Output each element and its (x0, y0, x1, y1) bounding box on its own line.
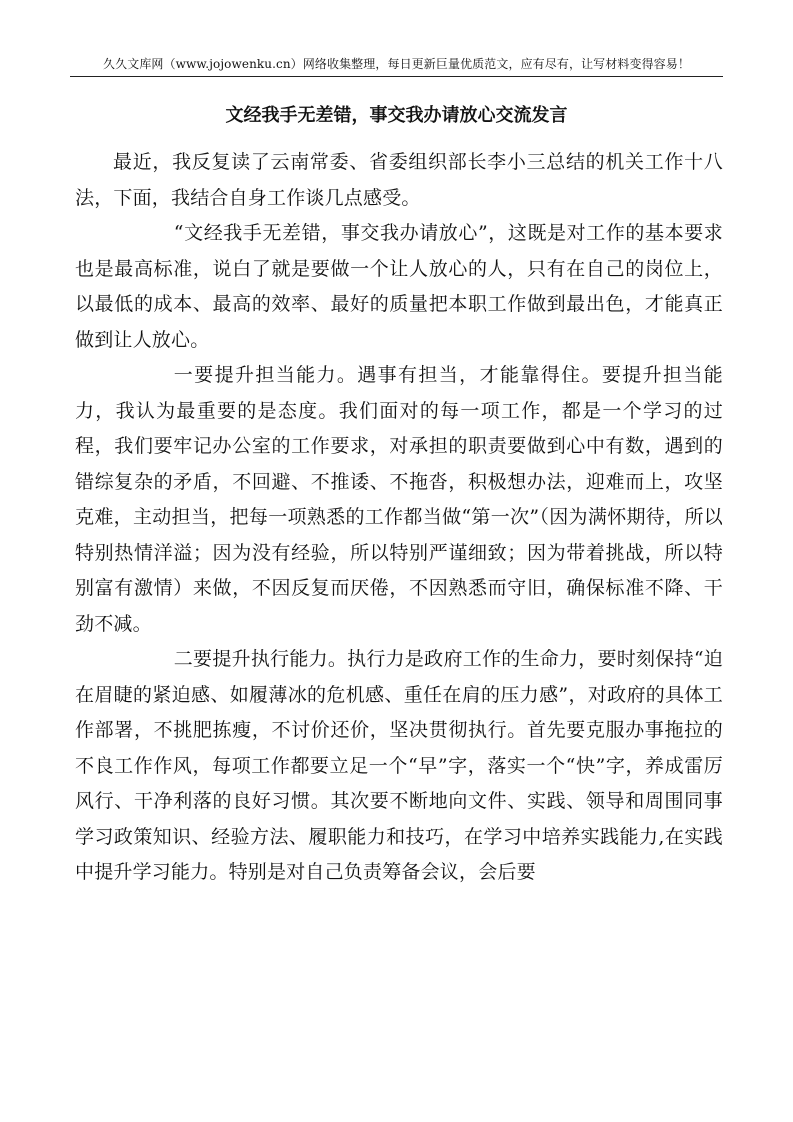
paragraph-section-two: 二要提升执行能力。执行力是政府工作的生命力，要时刻保持“迫在眉睫的紧迫感、如履薄冰的危机感、重任在肩的压力感”，对政府的具体工作部署，不挑肥拣瘦，不讨价还价，坚决贯彻执行。首先要克服办事拖拉的不良工作作风，每项工作都要立足一个“早”字，落实一个“快”字，养成雷厉风行、干净利落的良好习惯。其次要不断地向文件、实践、领导和周围同事学习政策知识、经验方法、履职能力和技巧，在学习中培养实践能力,在实践中提升学习能力。特别是对自己负责筹备会议，会后要 (75, 648, 723, 883)
paragraph-principle: “文经我手无差错，事交我办请放心”，这既是对工作的基本要求也是最高标准，说白了就是要做一个让人放心的人，只有在自己的岗位上，以最低的成本、最高的效率、最好的质量把本职工作做到最出色，才能真正做到让人放心。 (75, 222, 723, 351)
paragraph-intro: 最近，我反复读了云南常委、省委组织部长李小三总结的机关工作十八法，下面，我结合自身工作谈几点感受。 (75, 151, 723, 209)
paragraph-section-one: 一要提升担当能力。遇事有担当，才能靠得住。要提升担当能力，我认为最重要的是态度。我们面对的每一项工作，都是一个学习的过程，我们要牢记办公室的工作要求，对承担的职责要做到心中有数，遇到的错综复杂的矛盾，不回避、不推诿、不拖沓，积极想办法，迎难而上，攻坚克难，主动担当，把每一项熟悉的工作都当做“第一次”（因为满怀期待，所以特别热情洋溢；因为没有经验，所以特别严谨细致；因为带着挑战，所以特别富有激情）来做，不因反复而厌倦，不因熟悉而守旧，确保标准不降、干劲不减。 (75, 364, 723, 635)
header-divider (70, 76, 723, 77)
document-title: 文经我手无差错，事交我办请放心交流发言 (225, 105, 568, 126)
page-header: 久久文库网（www.jojowenku.cn）网络收集整理，每日更新巨量优质范文，应有尽有，让写材料变得容易！ (103, 57, 690, 71)
document-body (75, 145, 723, 891)
